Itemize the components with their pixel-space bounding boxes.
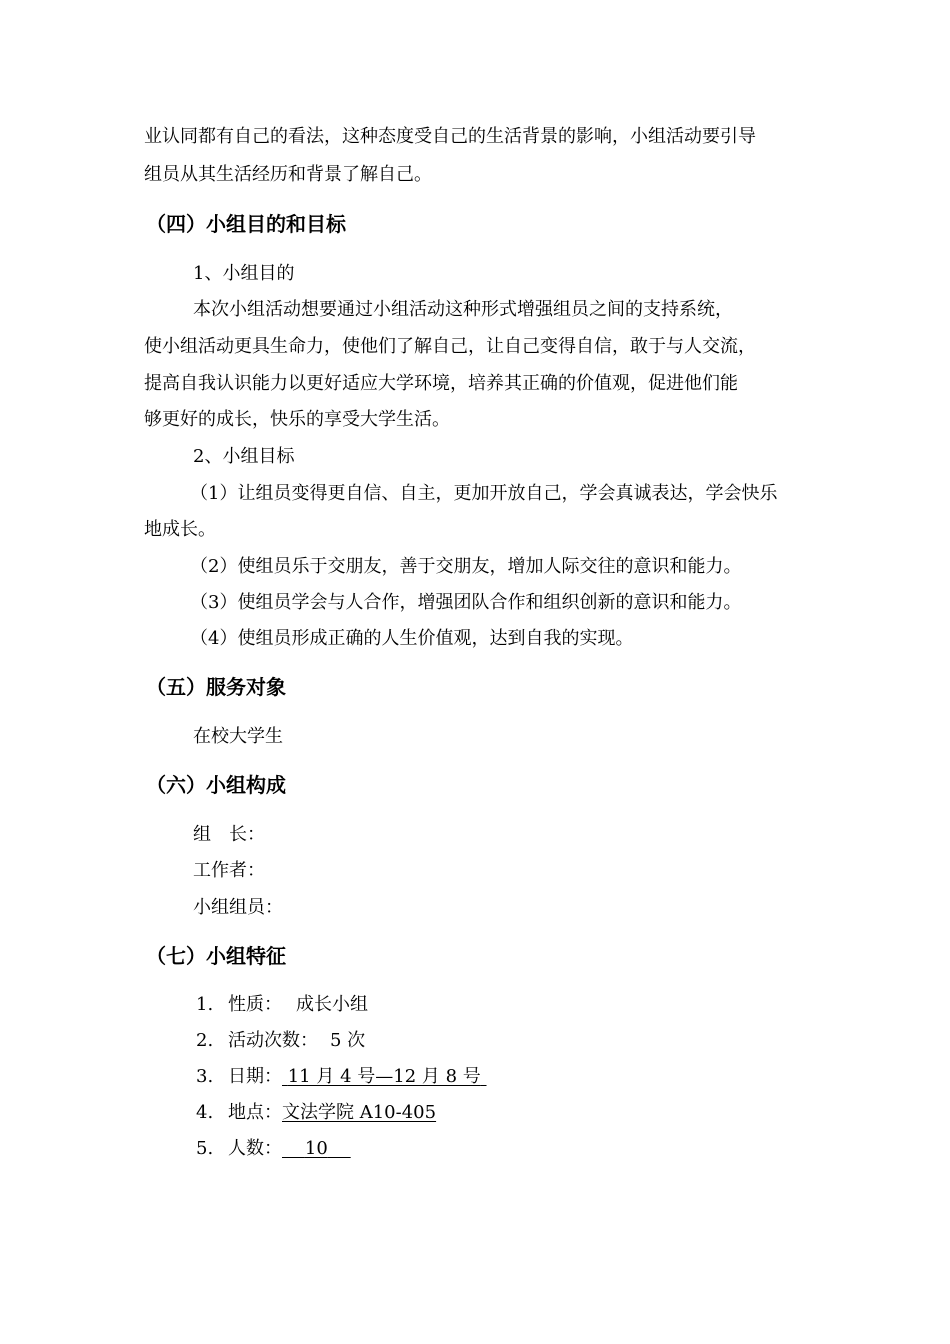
feature-value-underlined — [282, 1066, 487, 1087]
goal-1-line-2: 地成长。 — [144, 519, 216, 540]
feature-number: 3. — [196, 1066, 214, 1087]
feature-number: 5. — [196, 1138, 214, 1159]
feature-label: 性质： — [228, 994, 282, 1015]
goal-1-line-1: （1）让组员变得更自信、自主，更加开放自己，学会真诚表达，学会快乐 — [190, 483, 778, 504]
goal-4: （4）使组员形成正确的人生价值观，达到自我的实现。 — [190, 628, 634, 649]
service-target: 在校大学生 — [193, 726, 283, 747]
feature-value: 11 月 4 号—12 月 8 号 — [287, 1066, 481, 1087]
intro-line-1: 业认同都有自己的看法，这种态度受自己的生活背景的影响，小组活动要引导 — [144, 126, 756, 147]
feature-item-location — [196, 1101, 436, 1125]
feature-label: 地点： — [228, 1102, 282, 1123]
feature-number: 1. — [196, 994, 214, 1015]
section-heading-6: （六）小组构成 — [146, 773, 286, 797]
goals-title: 2、小组目标 — [193, 446, 295, 467]
feature-item-headcount — [196, 1137, 351, 1161]
purpose-line-1: 本次小组活动想要通过小组活动这种形式增强组员之间的支持系统， — [193, 299, 733, 320]
worker-label: 工作者： — [193, 860, 265, 881]
purpose-line-3: 提高自我认识能力以更好适应大学环境，培养其正确的价值观，促进他们能 — [144, 373, 738, 394]
feature-item-nature — [196, 993, 368, 1017]
goal-2: （2）使组员乐于交朋友，善于交朋友，增加人际交往的意识和能力。 — [190, 556, 742, 577]
feature-value: 文法学院 A10-405 — [282, 1102, 437, 1123]
feature-number: 4. — [196, 1102, 214, 1123]
purpose-line-2: 使小组活动更具生命力，使他们了解自己，让自己变得自信，敢于与人交流， — [144, 336, 756, 357]
feature-value: 10 — [304, 1138, 328, 1159]
feature-item-sessions — [196, 1029, 365, 1053]
feature-number: 2. — [196, 1030, 214, 1051]
intro-line-2: 组员从其生活经历和背景了解自己。 — [144, 164, 432, 185]
section-heading-7: （七）小组特征 — [146, 944, 286, 968]
group-leader-label: 组 长： — [193, 824, 265, 845]
goal-3: （3）使组员学会与人合作，增强团队合作和组织创新的意识和能力。 — [190, 592, 742, 613]
members-label: 小组组员： — [193, 897, 283, 918]
feature-label: 人数： — [228, 1138, 282, 1159]
feature-label: 活动次数： — [228, 1030, 318, 1051]
section-heading-4: （四）小组目的和目标 — [146, 212, 346, 236]
feature-item-date — [196, 1065, 487, 1089]
feature-value: 5 次 — [330, 1030, 366, 1051]
feature-value-underlined — [282, 1138, 351, 1159]
feature-label: 日期： — [228, 1066, 282, 1087]
section-heading-5: （五）服务对象 — [146, 675, 286, 699]
feature-value: 成长小组 — [296, 994, 368, 1015]
purpose-title: 1、小组目的 — [193, 263, 295, 284]
purpose-line-4: 够更好的成长，快乐的享受大学生活。 — [144, 409, 450, 430]
